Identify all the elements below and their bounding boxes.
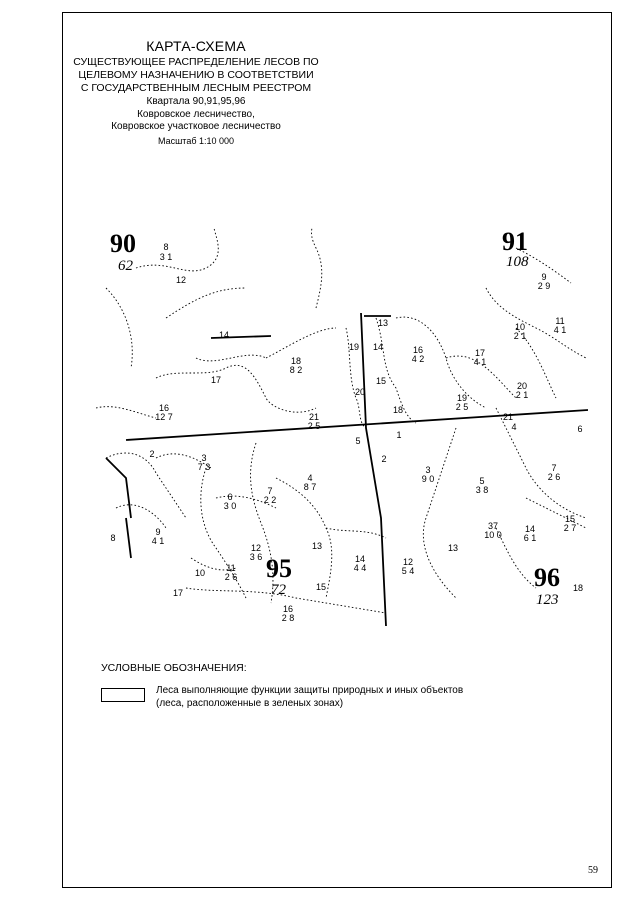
subtitle-line: С ГОСУДАРСТВЕННЫМ ЛЕСНЫМ РЕЕСТРОМ: [80, 82, 312, 94]
map-quarters-info: [62, 96, 330, 134]
map-subtitle: [62, 56, 330, 95]
plot-label: 17: [474, 348, 486, 358]
plot-label: 17: [210, 375, 222, 385]
plot-label: 11: [226, 563, 236, 573]
plot-label: 11: [555, 316, 565, 326]
plot-label: 2: [381, 454, 387, 464]
quarter-area: 62: [118, 258, 133, 274]
plot-label: 21: [502, 412, 514, 422]
plot-label: 1: [396, 430, 402, 440]
plot-label: 17: [172, 588, 184, 598]
plot-label: 12: [402, 557, 414, 567]
plot-label: 4: [307, 473, 313, 483]
plot-area-label: 4 1: [151, 536, 165, 546]
plot-area-label: 6 1: [523, 533, 537, 543]
plot-label: 12: [175, 275, 187, 285]
plot-area-label: 4 4: [353, 563, 367, 573]
quarter-number: 91: [502, 228, 528, 256]
plot-label: 37: [487, 521, 499, 531]
plot-area-label: 7 3: [197, 462, 211, 472]
plot-area-label: 12 7: [155, 412, 173, 422]
forest-map: [96, 228, 588, 626]
plot-label: 9: [155, 527, 161, 537]
plot-label: 20: [516, 381, 528, 391]
plot-area-label: 2 1: [513, 331, 527, 341]
page-number: 59: [588, 865, 598, 876]
plot-label: 6: [577, 424, 583, 434]
plot-label: 13: [377, 318, 389, 328]
plot-label: 15: [375, 376, 387, 386]
plot-label: 21: [308, 412, 320, 422]
quarter-area: 123: [536, 592, 559, 608]
map-title: КАРТА-СХЕМА: [146, 38, 246, 54]
plot-label: 18: [572, 583, 584, 593]
plot-area-label: 2 5: [455, 402, 469, 412]
legend-swatch: [101, 688, 145, 702]
quarter-number: 96: [534, 563, 560, 592]
legend-line: Леса выполняющие функции защиты природных и иных объектов: [156, 685, 464, 696]
plot-label: 10: [514, 322, 526, 332]
quarter-number: 90: [110, 229, 136, 258]
plot-label: 18: [290, 356, 302, 366]
plot-area-label: 2 5: [307, 421, 321, 431]
plot-labels: [110, 242, 583, 623]
plot-area-label: 3 8: [475, 485, 489, 495]
plot-area-label: 10 0: [484, 530, 502, 540]
plot-label: 5: [355, 436, 361, 446]
plot-label: 3: [201, 453, 207, 463]
map-scale: Масштаб 1:10 000: [157, 136, 235, 146]
plot-label: 18: [392, 405, 404, 415]
plot-area-label: 4 1: [553, 325, 567, 335]
plot-area-label: 2 6: [547, 472, 561, 482]
plot-area-label: 3 6: [249, 552, 263, 562]
plot-label: 14: [218, 330, 230, 340]
plot-label: 14: [524, 524, 536, 534]
plot-label: 19: [348, 342, 360, 352]
plot-label: 8: [163, 242, 169, 252]
plot-area-label: 3 0: [223, 501, 237, 511]
plot-area-label: 2 1: [515, 390, 529, 400]
plot-label: 16: [412, 345, 424, 355]
forestry-line: Ковровское участковое лесничество: [111, 121, 281, 132]
plot-area-label: 2 8: [281, 613, 295, 623]
plot-label: 4: [511, 422, 517, 432]
plot-area-label: 2 6: [224, 572, 238, 582]
plot-label: 13: [311, 541, 323, 551]
legend-line: (леса, расположенные в зеленых зонах): [156, 697, 344, 709]
plot-label: 12: [250, 543, 262, 553]
plot-area-label: 8 7: [303, 482, 317, 492]
plot-area-label: 4 1: [473, 357, 487, 367]
quarter-number: 95: [266, 554, 292, 583]
quarter-boundaries: [106, 313, 588, 626]
plot-label: 19: [456, 393, 468, 403]
plot-label: 15: [564, 514, 576, 524]
subtitle-line: СУЩЕСТВУЮЩЕЕ РАСПРЕДЕЛЕНИЕ ЛЕСОВ ПО: [73, 56, 319, 68]
plot-label: 2: [149, 449, 155, 459]
plot-label: 3: [425, 465, 431, 475]
plot-label: 13: [447, 543, 459, 553]
plot-label: 7: [267, 486, 273, 496]
plot-area-label: 5 4: [401, 566, 415, 576]
plot-label: 6: [227, 492, 233, 502]
plot-area-label: 4 2: [411, 354, 425, 364]
plot-label: 5: [479, 476, 485, 486]
plot-label: 20: [354, 387, 366, 397]
legend-item-text: [156, 685, 536, 710]
quarter-area: 108: [506, 254, 529, 270]
plot-area-label: 8 2: [289, 365, 303, 375]
quarter-labels: [110, 228, 560, 608]
plot-area-label: 3 1: [159, 252, 173, 262]
plot-area-label: 2 9: [537, 281, 551, 291]
subtitle-line: ЦЕЛЕВОМУ НАЗНАЧЕНИЮ В СООТВЕТСТВИИ: [78, 69, 314, 81]
plot-label: 10: [194, 568, 206, 578]
plot-label: 7: [551, 463, 557, 473]
plot-label: 16: [158, 403, 170, 413]
legend-title: УСЛОВНЫЕ ОБОЗНАЧЕНИЯ:: [101, 662, 247, 674]
plot-label: 9: [541, 272, 547, 282]
plot-area-label: 2 2: [263, 495, 277, 505]
plot-label: 15: [315, 582, 327, 592]
plot-label: 14: [354, 554, 366, 564]
plot-area-label: 2 7: [563, 523, 577, 533]
quarter-area: 72: [271, 582, 286, 598]
plot-label: 16: [282, 604, 294, 614]
quarters-line: Квартала 90,91,95,96: [146, 96, 246, 107]
plot-label: 8: [110, 533, 116, 543]
plot-area-label: 9 0: [421, 474, 435, 484]
plot-label: 14: [372, 342, 384, 352]
forestry-line: Ковровское лесничество,: [137, 108, 255, 120]
